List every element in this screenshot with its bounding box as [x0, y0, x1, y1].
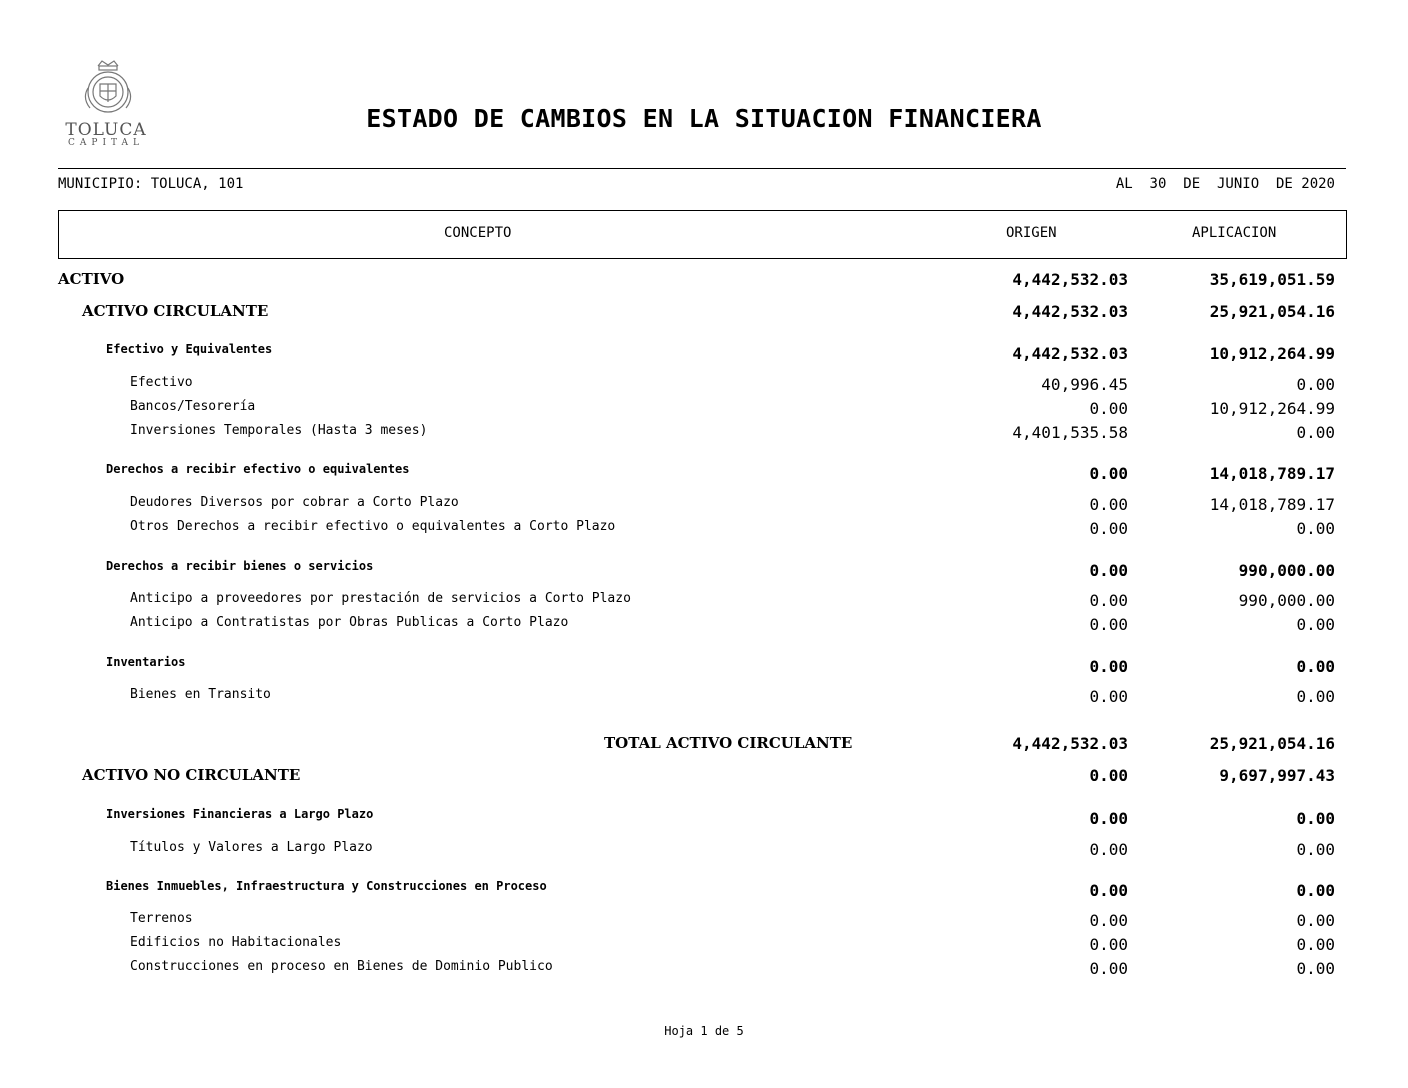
row-label: Bienes en Transito: [130, 687, 271, 702]
aplicacion-value: 10,912,264.99: [1209, 399, 1335, 418]
table-row: [0, 375, 1408, 395]
row-label: Construcciones en proceso en Bienes de Dominio Publico: [130, 959, 553, 974]
aplicacion-value: 10,912,264.99: [1209, 344, 1335, 363]
aplicacion-value: 0.00: [1296, 911, 1335, 930]
row-label: Anticipo a proveedores por prestación de servicios a Corto Plazo: [130, 591, 631, 606]
aplicacion-value: 35,619,051.59: [1209, 270, 1335, 289]
origen-value: 0.00: [1089, 809, 1128, 828]
table-row: [0, 399, 1408, 419]
row-label: Otros Derechos a recibir efectivo o equivalentes a Corto Plazo: [130, 519, 616, 534]
aplicacion-value: 0.00: [1296, 881, 1335, 900]
aplicacion-value: 0.00: [1296, 840, 1335, 859]
row-label: Terrenos: [130, 911, 193, 926]
table-row: [0, 911, 1408, 931]
table-row: [0, 657, 1408, 677]
header-divider: [58, 168, 1346, 169]
row-label: Inversiones Temporales (Hasta 3 meses): [130, 423, 428, 438]
origen-value: 4,442,532.03: [1012, 734, 1128, 753]
table-row: [0, 270, 1408, 290]
row-label: Efectivo y Equivalentes: [106, 342, 273, 356]
table-row: [0, 464, 1408, 484]
row-label: ACTIVO NO CIRCULANTE: [82, 766, 301, 784]
origen-value: 0.00: [1089, 935, 1128, 954]
origen-value: 0.00: [1089, 687, 1128, 706]
brand-name: TOLUCA: [65, 120, 147, 140]
row-label: Anticipo a Contratistas por Obras Publicas a Corto Plazo: [130, 615, 569, 630]
origen-value: 0.00: [1089, 766, 1128, 785]
table-row: [0, 615, 1408, 635]
origen-value: 40,996.45: [1041, 375, 1128, 394]
table-row: [0, 302, 1408, 322]
table-row: [0, 344, 1408, 364]
table-row: [0, 935, 1408, 955]
row-label: Títulos y Valores a Largo Plazo: [130, 840, 373, 855]
origen-value: 4,442,532.03: [1012, 344, 1128, 363]
origen-value: 0.00: [1089, 911, 1128, 930]
header-concepto: CONCEPTO: [444, 225, 512, 241]
aplicacion-value: 0.00: [1296, 519, 1335, 538]
origen-value: 0.00: [1089, 561, 1128, 580]
origen-value: 0.00: [1089, 657, 1128, 676]
row-label: Edificios no Habitacionales: [130, 935, 342, 950]
table-row: [0, 959, 1408, 979]
table-row: [0, 561, 1408, 581]
aplicacion-value: 14,018,789.17: [1209, 495, 1335, 514]
origen-value: 0.00: [1089, 495, 1128, 514]
page-footer: Hoja 1 de 5: [664, 1024, 744, 1038]
origen-value: 4,401,535.58: [1012, 423, 1128, 442]
row-label: ACTIVO: [58, 270, 125, 288]
row-label: Bancos/Tesorería: [130, 399, 256, 414]
row-label: Derechos a recibir bienes o servicios: [106, 559, 374, 573]
table-row: [0, 519, 1408, 539]
origen-value: 4,442,532.03: [1012, 302, 1128, 321]
aplicacion-value: 990,000.00: [1238, 561, 1335, 580]
origen-value: 4,442,532.03: [1012, 270, 1128, 289]
aplicacion-value: 25,921,054.16: [1209, 302, 1335, 321]
table-row: [0, 881, 1408, 901]
brand-tagline: CAPITAL: [68, 138, 144, 148]
aplicacion-value: 0.00: [1296, 935, 1335, 954]
row-label: Bienes Inmuebles, Infraestructura y Construcciones en Proceso: [106, 879, 547, 893]
origen-value: 0.00: [1089, 399, 1128, 418]
table-row: [0, 423, 1408, 443]
row-label: Efectivo: [130, 375, 193, 390]
row-label: TOTAL ACTIVO CIRCULANTE: [604, 734, 853, 752]
row-label: Inventarios: [106, 655, 186, 669]
aplicacion-value: 0.00: [1296, 809, 1335, 828]
origen-value: 0.00: [1089, 464, 1128, 483]
row-label: Derechos a recibir efectivo o equivalentes: [106, 462, 410, 476]
row-label: ACTIVO CIRCULANTE: [82, 302, 269, 320]
header-origen: ORIGEN: [1006, 225, 1057, 241]
origen-value: 0.00: [1089, 881, 1128, 900]
table-row: [0, 766, 1408, 786]
aplicacion-value: 0.00: [1296, 375, 1335, 394]
report-title: ESTADO DE CAMBIOS EN LA SITUACION FINANCIERA: [366, 104, 1042, 133]
aplicacion-value: 9,697,997.43: [1219, 766, 1335, 785]
origen-value: 0.00: [1089, 615, 1128, 634]
table-row: [0, 840, 1408, 860]
aplicacion-value: 25,921,054.16: [1209, 734, 1335, 753]
aplicacion-value: 0.00: [1296, 687, 1335, 706]
origen-value: 0.00: [1089, 519, 1128, 538]
column-header-box: [58, 210, 1347, 259]
table-row: [0, 495, 1408, 515]
table-row: [0, 809, 1408, 829]
aplicacion-value: 0.00: [1296, 615, 1335, 634]
aplicacion-value: 14,018,789.17: [1209, 464, 1335, 483]
header-aplicacion: APLICACION: [1192, 225, 1277, 241]
aplicacion-value: 0.00: [1296, 959, 1335, 978]
table-row: [0, 734, 1408, 754]
table-row: [0, 687, 1408, 707]
row-label: Deudores Diversos por cobrar a Corto Plazo: [130, 495, 459, 510]
table-row: [0, 591, 1408, 611]
aplicacion-value: 0.00: [1296, 657, 1335, 676]
row-label: Inversiones Financieras a Largo Plazo: [106, 807, 374, 821]
municipio-label: MUNICIPIO: TOLUCA, 101: [58, 176, 244, 192]
origen-value: 0.00: [1089, 591, 1128, 610]
aplicacion-value: 990,000.00: [1238, 591, 1335, 610]
origen-value: 0.00: [1089, 840, 1128, 859]
report-date: AL 30 DE JUNIO DE 2020: [1115, 176, 1335, 192]
aplicacion-value: 0.00: [1296, 423, 1335, 442]
origen-value: 0.00: [1089, 959, 1128, 978]
